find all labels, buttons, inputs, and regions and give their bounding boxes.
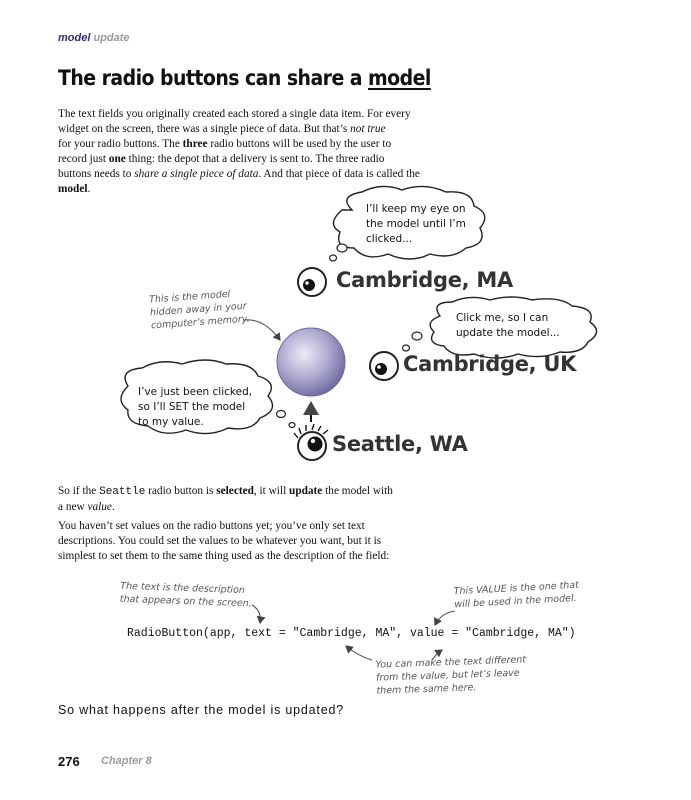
note-line: computer’s memory. — [150, 313, 250, 332]
chapter-label: Chapter 8 — [101, 755, 152, 767]
intro-text: thing: the depot that a delivery is sent to. The three radio — [125, 153, 385, 165]
cloud-line: so I’ll SET the model — [138, 401, 246, 413]
para2-text: radio button is — [145, 485, 217, 497]
intro-line: The text fields you originally created each stored a single data item. For every — [58, 108, 411, 120]
para2-emphasis: value — [87, 501, 112, 513]
para2-text: So if the — [58, 485, 100, 497]
intro-text: for your radio buttons. The — [58, 138, 183, 150]
cloud-left-text — [138, 385, 252, 430]
model-note — [149, 287, 250, 333]
cloud-line: Click me, so I can — [456, 312, 549, 324]
model-sphere — [277, 328, 345, 396]
para2-text: , it will — [253, 485, 290, 497]
text-annotation-arrow — [252, 605, 260, 623]
intro-text: buttons needs to — [58, 168, 135, 180]
annotation-line: from the value, but let’s leave — [375, 667, 520, 684]
intro-emphasis: not true — [350, 123, 386, 135]
intro-text: record just — [58, 153, 109, 165]
para2-text: the model with — [322, 485, 393, 497]
title-underlined-word: model — [368, 66, 431, 90]
title-text: The radio buttons can share a — [58, 66, 369, 90]
radio-label-seattle: Seattle, WA — [332, 432, 468, 456]
text-annotation — [120, 580, 253, 611]
code-line: RadioButton(app, text = "Cambridge, MA", value = "Cambridge, MA") — [127, 627, 576, 640]
para3-line: descriptions. You could set the values to be whatever you want, but it is — [58, 535, 382, 547]
para2-bold: update — [289, 485, 323, 497]
annotation-line: them the same here. — [376, 682, 477, 697]
intro-bold: one — [108, 153, 126, 165]
cloud-line: to my value. — [138, 416, 204, 428]
intro-text: . And that piece of data is called the — [258, 168, 420, 180]
para2-text: a new — [58, 501, 88, 513]
header-section: model — [58, 32, 91, 44]
note-line: This is the model — [148, 288, 231, 306]
annotation-line: that appears on the screen. — [119, 593, 252, 610]
intro-bold: three — [182, 138, 208, 150]
page-number: 276 — [58, 754, 80, 769]
annotation-line: This VALUE is the one that — [453, 579, 580, 598]
intro-text: . — [87, 183, 91, 195]
diff-annotation-arrow-left — [346, 646, 372, 660]
diff-annotation — [375, 653, 527, 697]
annotation-line: The text is the description — [120, 580, 246, 597]
header-topic: update — [93, 32, 130, 44]
cloud-line: clicked... — [366, 233, 413, 245]
intro-emphasis: share a single piece of data — [134, 168, 259, 180]
annotation-line: will be used in the model. — [454, 592, 577, 611]
radio-eye-cambridge-uk — [370, 352, 398, 380]
value-annotation-arrow — [435, 611, 455, 625]
cloud-line: I’ve just been clicked, — [138, 386, 253, 398]
intro-bold: model — [58, 183, 88, 195]
note-line: hidden away in your — [149, 300, 247, 319]
cloud-right-text — [456, 311, 560, 341]
para2-line — [58, 500, 458, 515]
intro-text: widget on the screen, there was a single piece of data. But that’s — [58, 123, 351, 135]
cloud-top-text — [366, 202, 466, 247]
para3-line: You haven’t set values on the radio buttons yet; you’ve only set text — [58, 520, 365, 532]
closing-question: So what happens after the model is updated? — [58, 703, 344, 717]
cloud-line: I’ll keep my eye on — [366, 203, 466, 215]
radio-eye-cambridge-ma — [298, 268, 326, 296]
cloud-line: update the model... — [456, 327, 560, 339]
para2-code: Seattle — [99, 486, 146, 498]
cloud-line: the model until I’m — [366, 218, 466, 230]
para2-line — [58, 484, 458, 500]
radio-label-cambridge-ma: Cambridge, MA — [336, 268, 513, 292]
para2-bold: selected — [216, 485, 254, 497]
radio-eye-seattle — [294, 424, 328, 460]
selected-paragraph — [58, 484, 458, 515]
intro-text: radio buttons will be used by the user to — [207, 138, 392, 150]
annotation-line: You can make the text different — [375, 654, 527, 671]
values-paragraph — [58, 519, 478, 564]
radio-label-cambridge-uk: Cambridge, UK — [403, 352, 577, 376]
para2-text: . — [111, 501, 115, 513]
para3-line: simplest to set them to the same thing used as the description of the field: — [58, 550, 390, 562]
